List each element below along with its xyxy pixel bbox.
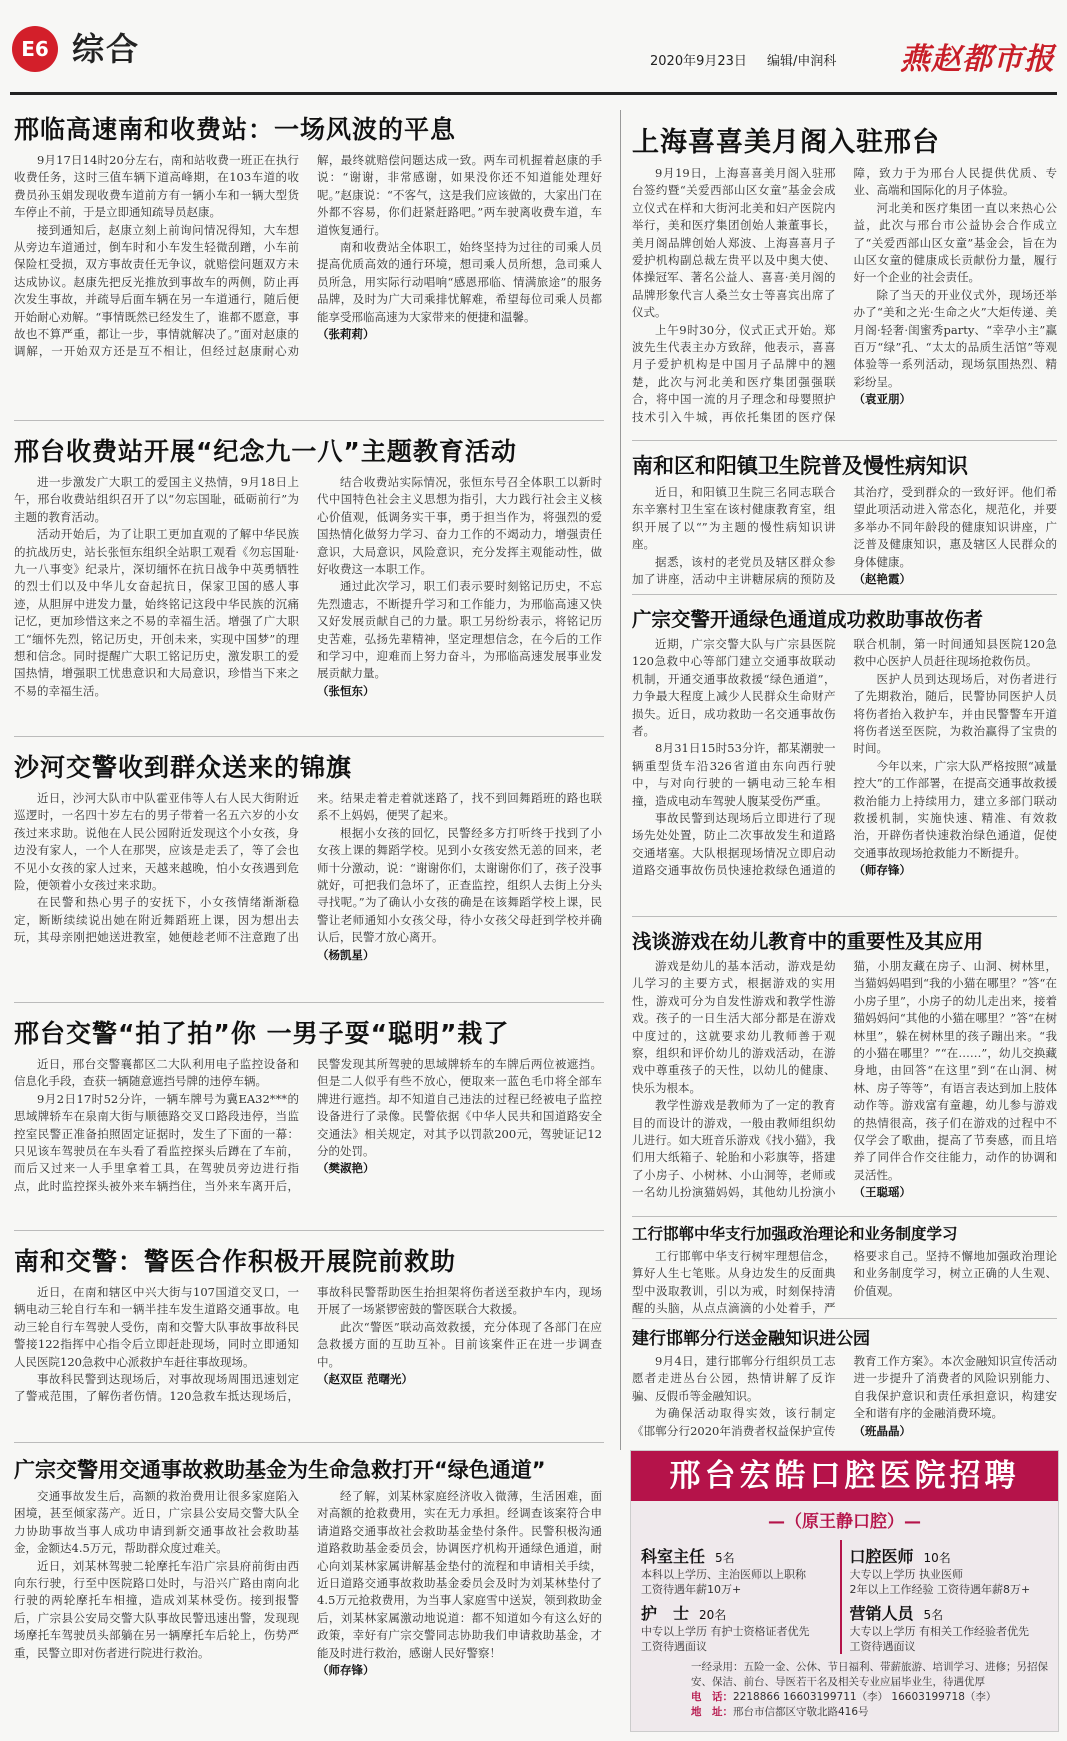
paragraph: 医护人员到达现场后，对伤者进行了先期救治，随后，民警协同医护人员将伤者抬入救护车，并由民警警车开道将伤者送至医院，为救治赢得了宝贵的时间。 bbox=[853, 671, 1057, 756]
paragraph: 8月31日15时53分许，都某潮驶一辆重型货车沿326省道由东向西行驶中，与对向行驶的一辆电动三轮车相撞，造成电动车驾驶人腹某受伤严重。 bbox=[632, 741, 836, 808]
paragraph: 根据小女孩的回忆，民警经多方打听终于找到了小女孩上课的舞蹈学校。见到小女孩安然无恙的回来，老师十分激动，说：“谢谢你们，太谢谢你们了，孩子没事就好，可把我们急坏了，正查监控，组织人去街上分头寻找呢。”为了确认小女孩的确是在该舞蹈学校上课，民警让老师通知小女孩父母，待小女孩父母赶到学校并确认后，民警才放心离开。 bbox=[317, 825, 602, 945]
paragraph: 9月2日17时52分许，一辆车牌号为冀EA32***的思域牌轿车在泉南大街与顺德路交叉口路段违停，当监控室民警正准备拍照固定证据时，发生了下面的一幕：只见该车驾驶员在车头看了看监控探头后蹲在了车前，而后又过来一人手里拿着工具，在驾驶员旁边进行指点，此时监控探头被外来车辆挡住，当外来车离开后，民警发现其所驾驶的思域牌轿车的车牌后两位被遮挡。但是二人似乎有些不放心，便取来一蓝色毛巾将全部车牌进行遮挡。却不知道自己违法的过程已经被电子监控设备进行了录像。民警依据《中华人民共和国道路安全交通法》相关规定，对其予以罚款200元，驾驶证记12分的处罚。 bbox=[14, 1057, 602, 1193]
ad-positions-left bbox=[641, 1540, 840, 1654]
article-body bbox=[14, 1284, 602, 1444]
position-requirement: 大专以上学历 有相关工作经验者优先 bbox=[849, 1625, 1029, 1638]
ad-title: 邢台宏皓口腔医院招聘 bbox=[631, 1451, 1058, 1501]
article-headline: 沙河交警收到群众送来的锦旗 bbox=[14, 753, 353, 782]
paragraph: 近日，和阳镇卫生院三名同志联合东辛寨村卫生室在该村健康教育室，组织开展了以“”为主题的慢性病知识讲座。 bbox=[632, 485, 836, 552]
position-requirement: 大专以上学历 执业医师 bbox=[849, 1568, 963, 1581]
paragraph: 事故民警到达现场后立即进行了现场先处处置，防止二次事故发生和道路交通堵塞。大队根据现场情况立即启动道路交通事故伤员快速抢救绿色通道的联合机制，第一时间通知县医院120急救中心医护人员赶往现场抢救伤员。 bbox=[632, 637, 1057, 878]
ad-subtitle: —（原王静口腔）— bbox=[768, 1512, 921, 1532]
position-requirement: 中专以上学历 有护士资格证者优先 bbox=[641, 1625, 810, 1638]
article-a5 bbox=[14, 1242, 602, 1444]
article-headline: 邢台收费站开展“纪念九一八”主题教育活动 bbox=[14, 437, 517, 466]
article-a4 bbox=[14, 1014, 602, 1206]
position-salary: 工资待遇面议 bbox=[641, 1640, 707, 1653]
issue-meta bbox=[650, 50, 852, 69]
position-salary: 工资待遇面议 bbox=[849, 1640, 916, 1653]
article-headline: 广宗交警开通绿色通道成功救助事故伤者 bbox=[632, 608, 984, 631]
byline: （樊淑艳） bbox=[317, 1161, 375, 1176]
article-body bbox=[632, 484, 1057, 610]
article-a6 bbox=[14, 1454, 602, 1726]
masthead-rule bbox=[10, 92, 1057, 95]
byline: （袁亚朋） bbox=[853, 392, 911, 407]
article-headline: 广宗交警用交通事故救助基金为生命急救打开“绿色通道” bbox=[14, 1458, 546, 1482]
paragraph: 近日，刘某林驾驶二轮摩托车沿广宗县府前街由西向东行驶，行至中医院路口处时，与沿兴广路由南向北行驶的两轮摩托车相撞，造成刘某林受伤。接到报警后，广宗县公安局交警大队事故民警迅速出警，发现现场摩托车驾驶员头部躺在另一辆摩托车后轮上，伤势严重，民警立即对伤者进行院进行救治。 bbox=[14, 1558, 299, 1660]
paragraph: 活动开始后，为了让职工更加直观的了解中华民族的抗战历史，站长张恒东组织全站职工观看《勿忘国耻·九一八事变》纪录片，深切缅怀在抗日战争中英勇牺牲的烈士们以及中华儿女奋起抗日，保家卫国的感人事迹，从胆屏中进发力量，始终铭记这段中华民族的沉痛记忆，更加珍惜这来之不易的幸福生活。增强了广大职工“缅怀先烈，铭记历史，开创未来，实现中国梦”的理想和信念。同时提醒广大职工铭记历史，激发职工的爱国热情，增强职工忧患意识和大局意识，珍惜当下来之不易的幸福生活。 bbox=[14, 527, 299, 698]
issue-date: 2020年9月23日 bbox=[650, 54, 747, 69]
byline: （师存锋） bbox=[853, 863, 911, 878]
article-headline: 工行邯郸中华支行加强政治理论和业务制度学习 bbox=[632, 1225, 958, 1243]
position-salary: 工资待遇年薪10万+ bbox=[641, 1583, 742, 1596]
newspaper-logo: 燕赵都市报 bbox=[900, 42, 1055, 77]
article-a1 bbox=[14, 110, 602, 422]
paragraph: 河北美和医疗集团一直以来热心公益，此次与邢台市公益协会合作成立了“关爱西部山区女童”基金会，旨在为山区女童的健康成长贡献份力量，履行好一个企业的社会责任。 bbox=[853, 200, 1057, 285]
paragraph: 经了解，刘某林家庭经济收入微薄，生活困难，面对高额的抢救费用，实在无力承担。经调查该案符合申请道路交通事故社会救助基金垫付条件。民警积极沟通道路救助基金委员会，协调医疗机构开通绿色通道，耐心向刘某林家属讲解基金垫付的流程和申请相关手续，近日道路交通事故救助基金委员会及时为刘某林垫付了4.5万元抢救费用，为当事人家庭雪中送炭，领到救助金后，刘某林家属激动地说道：都不知道如今有这么好的政策，幸好有广宗交警同志协助我们申请救助基金，才能及时进行救治，感谢人民好警察！ bbox=[317, 1489, 602, 1660]
divider bbox=[14, 1442, 604, 1443]
paragraph: 近日，沙河大队市中队霍亚伟等人右人民大街附近巡逻时，一名四十岁左右的男子带着一名五六岁的小女孩过来求助。说他在人民公园附近发现这个小女孩，身边没有家人，一个人在那哭，应该是走丢了，等了会也不见小女孩的家人过来，天越来越晚，怕小女孩遇到危险，便领着小女孩过来求助。 bbox=[14, 791, 299, 893]
paragraph: 在民警和热心男子的安抚下，小女孩情绪渐渐稳定，断断续续说出她在附近舞蹈班上课，因为想出去玩，其母亲刚把她送进教室，她便趁老师不注意跑了出来。结果走着走着就迷路了，找不到回舞蹈班的路也联系不上妈妈，便哭了起来。 bbox=[14, 791, 602, 945]
article-b3 bbox=[632, 604, 1057, 919]
byline: （赵艳霞） bbox=[853, 572, 911, 587]
paragraph: 游戏是幼儿的基本活动，游戏是幼儿学习的主要方式，根据游戏的实用性，游戏可分为自发性游戏和教学性游戏。孩子的一日生活大部分都是在游戏中度过的，这就要求幼儿教师善于观察，组织和评价幼儿的游戏活动，在游戏中尊重孩子的天性，以幼儿的健康、快乐为根本。 bbox=[632, 959, 836, 1095]
masthead bbox=[0, 0, 1067, 105]
divider bbox=[14, 1002, 604, 1003]
ad-phone: 电 话：2218866 16603199711（李） 16603199718（李） bbox=[691, 1691, 997, 1703]
ad-address: 地 址：邢台市信都区守敬北路416号 bbox=[691, 1706, 869, 1718]
paragraph: 9月19日，上海喜喜美月阁入驻邢台签约暨“关爱西部山区女童”基金会成立仪式在样和大街河北美和妇产医院内举行，美和医疗集团创始人兼董事长，美月阁品牌创始人郑波、上海喜喜月子爱护机构副总裁左贵平以及中奥大使、体操冠军、著名公益人、喜喜·美月阁的品牌形象代言人桑兰女士等喜宾出席了仪式。 bbox=[632, 166, 836, 320]
article-headline: 南和交警：警医合作积极开展院前救助 bbox=[14, 1247, 457, 1276]
article-a3 bbox=[14, 748, 602, 1010]
divider bbox=[14, 736, 604, 737]
byline: （张恒东） bbox=[317, 683, 375, 698]
position-title: 口腔医师 10名 bbox=[849, 1547, 951, 1566]
article-b1 bbox=[632, 120, 1057, 435]
paragraph: 今年以来，广宗大队严格按照“减量控大”的工作部署，在提高交通事故救援救治能力上持续用力，建立多部门联动救援机制，实施快速、精准、有效救治，开辟伤者快速救治绿色通道，促使交通事故现场抢救能力不断提升。 bbox=[853, 758, 1057, 860]
divider bbox=[632, 916, 1057, 917]
position-requirement: 本科以上学历、主治医师以上职称 bbox=[641, 1568, 806, 1581]
article-b4 bbox=[632, 926, 1057, 1228]
byline: （王聪瑶） bbox=[853, 1185, 911, 1200]
paragraph: 此次“警医”联动高效救援，充分体现了各部门在应急救援方面的互助互补。目前该案件正在进一步调查中。 bbox=[317, 1319, 602, 1369]
article-headline: 建行邯郸分行送金融知识进公园 bbox=[632, 1329, 870, 1349]
position-title: 科室主任 5名 bbox=[641, 1547, 735, 1566]
section-title: 综合 bbox=[72, 30, 141, 68]
paragraph: 教学性游戏是教师为了一定的教育目的而设计的游戏，一般由教师组织幼儿进行。如大班音乐游戏《找小猫》，我们用大纸箱子、轮胎和小彩旗等，搭建了小房子、小树林、小山洞等，老师或一名幼儿扮演猫妈妈，其他幼儿扮演小猫，小朋友藏在房子、山洞、树林里，当猫妈妈唱到“我的小猫在哪里？”答“在小房子里”，小房子的幼儿走出来，接着猫妈妈问“其他的小猫在哪里？”答“在树林里”，躲在树林里的孩子蹦出来。“我的小猫在哪里？”“在……”，幼儿交换藏身地，由回答“在这里”到“在山洞、树林、房子等等”，有语言表达到加上肢体动作等。游戏富有童趣，幼儿参与游戏的热情很高，孩子们在游戏的过程中不仅学会了歌曲，提高了节奏感，而且培养了同伴合作交往能力，动作的协调和灵活性。 bbox=[632, 959, 1057, 1200]
divider bbox=[632, 1318, 1057, 1319]
position-title: 护 士 20名 bbox=[641, 1604, 727, 1623]
ad-benefits: 一经录用：五险一金、公休、节日福利、带薪旅游、培训学习、进修；另招保安、保洁、前台、导医若干名及相关专业应届毕业生，待遇优厚 bbox=[691, 1661, 1048, 1688]
paragraph: 为确保活动取得实效，该行制定《邯郸分行2020年消费者权益保护宣传教育工作方案》。本次金融知识宣传活动进一步提升了消费者的风险识别能力、自我保护意识和责任承担意识，构建安全和谐有序的金融消费环境。 bbox=[632, 1354, 1057, 1438]
paragraph: 结合收费站实际情况，张恒东号召全体职工以新时代中国特色社会主义思想为指引，大力践行社会主义核心价值观，低调务实干事，勇于担当作为，将强烈的爱国热情化做努力学习、奋力工作的不竭动力，增强责任意识，大局意识，风险意识，充分发挥主观能动性，做好收费这一本职工作。 bbox=[317, 475, 602, 577]
paragraph: 9月4日，建行邯郸分行组织员工志愿者走进丛台公园，热情讲解了反诈骗、反假币等金融知识。 bbox=[632, 1354, 836, 1403]
article-body bbox=[632, 165, 1057, 435]
article-body bbox=[14, 1488, 602, 1726]
paragraph: 接到通知后，赵康立刻上前询问情况得知，大车想从旁边车道通过，倒车时和小车发生轻微刮蹭，小车前保险杠受损，双方事故责任无争议，就赔偿问题双方未达成协议。赵康先把反光推放到事故车的两侧，防止再次发生事故，并疏导后面车辆在另一车道通行，随后便开始耐心劝解。“事情既然已经发生了，谁都不愿意，事故也不算严重，都让一步，事情就解决了。”面对赵康的调解，一开始双方还是互不相让，但经过赵康耐心劝解，最终就赔偿问题达成一致。两车司机握着赵康的手说：“谢谢，非常感谢，如果没你还不知道能处理好呢。”赵康说：“不客气，这是我们应该做的，大家出门在外都不容易，你们赶紧赶路吧。”两车驶离收费车道，车道恢复通行。 bbox=[14, 153, 602, 359]
position-salary: 2年以上工作经验 工资待遇年薪8万+ bbox=[849, 1583, 1031, 1596]
paragraph: 9月17日14时20分左右，南和站收费一班正在执行收费任务，这时三值车辆下道高峰期，在103车道的收费员孙玉娟发现收费车道前方有一辆小车和一辆大型货车停止不前，于是立即通知疏导员赵康。 bbox=[14, 153, 299, 220]
article-body bbox=[14, 474, 602, 719]
paragraph: 近日，在南和辖区中兴大街与107国道交叉口，一辆电动三轮自行车和一辆半挂车发生道路交通事故。电动三轮自行车驾驶人受伤，南和交警大队事故事故科民警接122指挥中心指令后立即赶赴现场，同时立即通知人民医院120急救中心派救护车赶往事故现场。 bbox=[14, 1285, 299, 1369]
byline: （张莉莉） bbox=[317, 327, 375, 342]
position-title: 营销人员 5名 bbox=[849, 1604, 944, 1623]
editor-credit: 编辑/申润科 bbox=[767, 54, 837, 69]
article-b5 bbox=[632, 1222, 1057, 1320]
article-body bbox=[14, 152, 602, 422]
divider bbox=[14, 1230, 604, 1231]
article-b2 bbox=[632, 450, 1057, 610]
paragraph: 近日，邢台交警襄都区二大队利用电子监控设备和信息化手段，查获一辆随意遮挡号牌的违停车辆。 bbox=[14, 1057, 299, 1089]
divider bbox=[632, 1216, 1057, 1217]
article-headline: 上海喜喜美月阁入驻邢台 bbox=[632, 127, 940, 158]
byline: （赵双臣 范曙光） bbox=[317, 1372, 414, 1387]
paragraph: 上午9时30分，仪式正式开始。郑波先生代表主办方致辞，他表示，喜喜月子爱护机构是中国月子品牌中的翘楚，此次与河北美和医疗集团强强联合，将中国一流的月子理念和母婴照护技术引入牛城，再依托集团的医疗保障，致力于为邢台人民提供优质、专业、高端和国际化的月子体验。 bbox=[632, 166, 1057, 424]
column-divider bbox=[620, 110, 621, 1450]
article-b6 bbox=[632, 1324, 1057, 1443]
article-headline: 邢台交警“拍了拍”你 一男子耍“聪明”栽了 bbox=[14, 1019, 510, 1048]
article-body bbox=[632, 1248, 1057, 1320]
section-number-badge: E6 bbox=[12, 26, 58, 72]
paragraph: 交通事故发生后，高额的救治费用让很多家庭陷入困境，甚至倾家荡产。近日，广宗县公安局交警大队全力协助事故当事人成功申请到新交通事故社会救助基金，金额达4.5万元，帮助群众度过难关。 bbox=[14, 1489, 299, 1556]
paragraph: 进一步激发广大职工的爱国主义热情，9月18日上午，邢台收费站组织召开了以“勿忘国耻，砥砺前行”为主题的教育活动。 bbox=[14, 475, 299, 524]
paragraph: 通过此次学习，职工们表示要时刻铭记历史，不忘先烈遗志，不断提升学习和工作能力，为邢临高速又快又好发展贡献自己的力量。职工另纷纷表示，将铭记历史苦难，弘扬先辈精神，坚定理想信念，在今后的工作和学习中，迎难而上努力奋斗，为邢临高速发展事业发展贡献力量。 bbox=[317, 579, 602, 681]
article-headline: 南和区和阳镇卫生院普及慢性病知识 bbox=[632, 454, 968, 478]
divider bbox=[632, 440, 1057, 441]
paragraph: 南和收费站全体职工，始终坚持为过往的司乘人员提高优质高效的通行环境，想司乘人员所想，急司乘人员所急，用实际行动唱响“感恩邢临、情满旅途”的服务品牌，及时为广大司乘排忧解难，希望每位司乘人员都能享受邢临高速为大家带来的便捷和温馨。 bbox=[317, 240, 602, 324]
article-body bbox=[632, 958, 1057, 1228]
ad-positions-right bbox=[840, 1540, 1049, 1654]
article-a2 bbox=[14, 432, 602, 719]
article-body bbox=[632, 636, 1057, 919]
article-body bbox=[14, 1056, 602, 1206]
divider bbox=[632, 594, 1057, 595]
byline: （班晶晶） bbox=[853, 1423, 911, 1438]
paragraph: 近期，广宗交警大队与广宗县医院120急救中心等部门建立交通事故联动机制，开通交通事故救援“绿色通道”，力争最大程度上减少人民群众生命财产损失。近日，成功救助一名交通事故伤者。 bbox=[632, 637, 836, 739]
article-body bbox=[632, 1353, 1057, 1443]
byline: （师存锋） bbox=[317, 1663, 375, 1678]
paragraph: 据悉，该村的老党员及辖区群众参加了讲座，活动中主讲糖尿病的预防及其治疗，受到群众的一致好评。他们希望此项活动进入常态化，规范化，并要多举办不同年龄段的健康知识讲座，广泛普及健康知识，惠及辖区人民群众的身体健康。 bbox=[632, 485, 1057, 587]
article-headline: 浅谈游戏在幼儿教育中的重要性及其应用 bbox=[632, 930, 984, 953]
article-headline: 邢临高速南和收费站：一场风波的平息 bbox=[14, 115, 457, 144]
divider bbox=[14, 420, 604, 421]
paragraph: 工行邯郸中华支行树牢理想信念，算好人生七笔账。从身边发生的反面典型中汲取教训，引以为戒，时刻保持清醒的头脑，从点点滴滴的小处着手，严格要求自己。坚持不懈地加强政治理论和业务制度学习，树立正确的人生观、价值观。 bbox=[632, 1249, 1057, 1316]
ad-footer bbox=[631, 1654, 1058, 1720]
recruitment-ad bbox=[630, 1450, 1059, 1732]
paragraph: 事故科民警到达现场后，对事故现场周围迅速划定了警戒范围，了解伤者伤情。120急救车抵达现场后，事故科民警帮助医生抬担架将伤者送至救护车内，现场开展了一场紧锣密鼓的警医联合大救援。 bbox=[14, 1285, 602, 1404]
article-body bbox=[14, 790, 602, 1010]
byline: （杨凯星） bbox=[317, 947, 375, 962]
paragraph: 除了当天的开业仪式外，现场还举办了“美和之光·生命之火”大炬传递、美月阁·轻奢·闺蜜秀party、“幸孕小主”赢百万“绿”孔、“太太的品质生活馆”等观体验等一系列活动，现场氛围热烈、精彩纷呈。 bbox=[853, 287, 1057, 389]
